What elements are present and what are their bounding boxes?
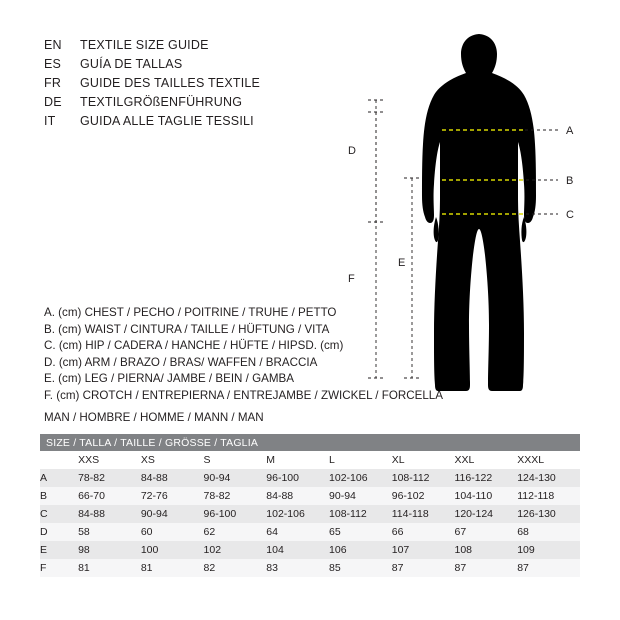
cell-d-xxxl: 68 xyxy=(517,526,529,538)
row-label-f: F xyxy=(40,562,47,574)
cell-c-xl: 114-118 xyxy=(391,508,429,520)
table-title: SIZE / TALLA / TAILLE / GRÖSSE / TAGLIA xyxy=(46,436,259,449)
cell-a-xxxl: 124-130 xyxy=(517,472,556,484)
language-title-block xyxy=(44,38,374,133)
cell-e-xxl: 108 xyxy=(454,544,473,556)
column-header-xxl: XXL xyxy=(454,454,475,466)
cell-e-l: 106 xyxy=(329,544,347,556)
cell-c-xxl: 120-124 xyxy=(454,508,494,520)
language-code-it: IT xyxy=(44,114,56,128)
cell-b-l: 90-94 xyxy=(329,490,356,502)
language-text-en: TEXTILE SIZE GUIDE xyxy=(80,38,209,52)
male-silhouette xyxy=(422,34,536,391)
column-header-l: L xyxy=(329,454,335,466)
cell-b-s: 78-82 xyxy=(203,490,231,502)
cell-e-xxxl: 109 xyxy=(517,544,535,556)
column-header-xl: XL xyxy=(391,454,405,466)
size-table xyxy=(40,434,580,577)
marker-label-d: D xyxy=(348,145,356,157)
cell-a-xxs: 78-82 xyxy=(78,472,105,484)
cell-c-xxs: 84-88 xyxy=(78,508,105,520)
cell-b-xxs: 66-70 xyxy=(78,490,105,502)
language-row-it xyxy=(44,114,374,133)
language-code-es: ES xyxy=(44,57,62,71)
cell-c-xs: 90-94 xyxy=(140,508,168,520)
language-code-en: EN xyxy=(44,38,62,52)
legend-item-d: D. (cm) ARM / BRAZO / BRAS/ WAFFEN / BRACCIA xyxy=(44,355,318,369)
cell-b-xxl: 104-110 xyxy=(454,490,493,502)
cell-e-xl: 107 xyxy=(391,544,410,556)
column-header-blank xyxy=(40,451,78,469)
table-row xyxy=(40,541,580,559)
cell-a-l: 102-106 xyxy=(329,472,368,484)
cell-b-xxxl: 112-118 xyxy=(517,490,555,502)
cell-b-xs: 72-76 xyxy=(140,490,168,502)
cell-f-xxl: 87 xyxy=(454,562,467,574)
marker-label-f: F xyxy=(348,273,355,285)
cell-d-s: 62 xyxy=(203,526,216,538)
cell-b-m: 84-88 xyxy=(266,490,294,502)
language-code-de: DE xyxy=(44,95,62,109)
row-label-d: D xyxy=(40,526,48,538)
cell-f-xxs: 81 xyxy=(78,562,90,574)
marker-label-a: A xyxy=(566,125,574,137)
language-text-es: GUÍA DE TALLAS xyxy=(80,57,183,71)
cell-a-m: 96-100 xyxy=(266,472,299,484)
cell-f-s: 82 xyxy=(203,562,216,574)
row-label-b: B xyxy=(40,490,48,502)
cell-e-xxs: 98 xyxy=(78,544,90,556)
language-row-es xyxy=(44,57,374,76)
cell-c-m: 102-106 xyxy=(266,508,305,520)
column-header-m: M xyxy=(266,454,276,466)
crotch-dimension xyxy=(368,112,384,378)
cell-a-xl: 108-112 xyxy=(391,472,430,484)
cell-e-m: 104 xyxy=(266,544,284,556)
column-header-xxs: XXS xyxy=(78,454,100,466)
legend-item-f: F. (cm) CROTCH / ENTREPIERNA / ENTREJAMBE / ZWICKEL / FORCELLA xyxy=(44,388,443,402)
table-row xyxy=(40,559,580,577)
cell-d-xl: 66 xyxy=(391,526,404,538)
language-code-fr: FR xyxy=(44,76,62,90)
cell-a-s: 90-94 xyxy=(203,472,231,484)
table-row xyxy=(40,523,580,541)
cell-e-s: 102 xyxy=(203,544,222,556)
cell-f-xl: 87 xyxy=(391,562,404,574)
cell-f-xxxl: 87 xyxy=(517,562,529,574)
marker-label-b: B xyxy=(566,175,574,187)
table-column-header-row xyxy=(40,451,580,469)
table-row xyxy=(40,505,580,523)
language-text-fr: GUIDE DES TAILLES TEXTILE xyxy=(80,76,261,90)
language-row-de xyxy=(44,95,374,114)
marker-label-e: E xyxy=(398,257,406,269)
marker-label-c: C xyxy=(566,209,574,221)
cell-f-xs: 81 xyxy=(140,562,153,574)
cell-f-l: 85 xyxy=(329,562,341,574)
row-label-c: C xyxy=(40,508,48,520)
legend-item-a: A. (cm) CHEST / PECHO / POITRINE / TRUHE / PETTO xyxy=(44,306,337,319)
gender-label: MAN / HOMBRE / HOMME / MANN / MAN xyxy=(44,411,264,424)
cell-c-xxxl: 126-130 xyxy=(517,508,556,520)
cell-e-xs: 100 xyxy=(140,544,159,556)
column-header-xs: XS xyxy=(140,454,155,466)
leg-dimension xyxy=(404,178,420,378)
cell-a-xxl: 116-122 xyxy=(454,472,493,484)
language-row-fr xyxy=(44,76,374,95)
body-figure xyxy=(330,22,610,422)
cell-d-xs: 60 xyxy=(140,526,153,538)
table-row xyxy=(40,469,580,487)
cell-a-xs: 84-88 xyxy=(140,472,168,484)
language-text-it: GUIDA ALLE TAGLIE TESSILI xyxy=(80,114,254,128)
legend-item-c: C. (cm) HIP / CADERA / HANCHE / HÜFTE / HIPSD. (cm) xyxy=(44,339,344,353)
row-label-a: A xyxy=(40,472,48,484)
cell-c-s: 96-100 xyxy=(203,508,237,520)
row-label-e: E xyxy=(40,544,48,556)
legend-item-b: B. (cm) WAIST / CINTURA / TAILLE / HÜFTUNG / VITA xyxy=(44,322,330,336)
cell-d-m: 64 xyxy=(266,526,278,538)
column-header-s: S xyxy=(203,454,211,466)
column-header-xxxl: XXXL xyxy=(517,454,545,466)
language-row-en xyxy=(44,38,374,57)
cell-d-xxs: 58 xyxy=(78,526,90,538)
table-header-title-row xyxy=(40,434,580,451)
language-text-de: TEXTILGRÖßENFÜHRUNG xyxy=(80,95,243,109)
cell-d-xxl: 67 xyxy=(454,526,467,538)
cell-c-l: 108-112 xyxy=(329,508,367,520)
cell-f-m: 83 xyxy=(266,562,278,574)
table-row xyxy=(40,487,580,505)
cell-d-l: 65 xyxy=(329,526,341,538)
cell-b-xl: 96-102 xyxy=(391,490,425,502)
legend-item-e: E. (cm) LEG / PIERNA/ JAMBE / BEIN / GAMBA xyxy=(44,372,294,386)
